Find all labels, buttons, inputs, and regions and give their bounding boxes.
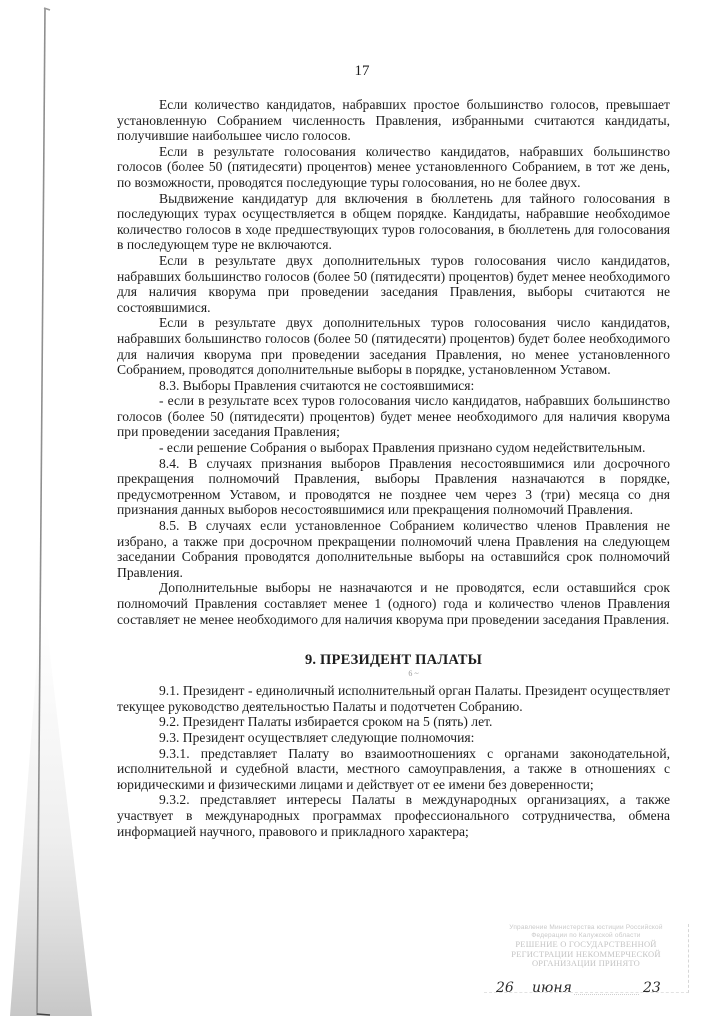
paragraph: Если в результате двух дополнительных туров голосования число кандидатов, набравших большинство голосов (более 50 (пятидесяти) процентов) будет более необходимого для наличия кворума при проведении заседания Правления, но менее установленного Собранием, проводятся дополнительные выборы в порядке, установленном Уставом.	[117, 315, 670, 378]
stamp-line: РЕШЕНИЕ О ГОСУДАРСТВЕННОЙ	[515, 939, 657, 949]
paragraph-list-item: - если решение Собрания о выборах Правления признано судом недействительным.	[159, 440, 646, 456]
paragraph-clause-8-5: 8.5. В случаях если установленное Собранием количество членов Правления не избрано, а также при досрочном прекращении полномочий члена Правления на следующем заседании Собрания проводятся дополнительные выборы на оставшийся срок полномочий Правления.	[117, 518, 670, 580]
paragraph-list-item: - если в результате всех туров голосования число кандидатов, набравших большинство голосов (более 50 (пятидесяти) процентов) будет менее необходимого для наличия кворума при проведении заседания Правления;	[117, 393, 670, 440]
stamp-line: Управление Министерства юстиции Российской	[509, 924, 663, 931]
stamp-line: Федерации по Калужской области	[531, 932, 641, 939]
paragraph: Если количество кандидатов, набравших простое большинство голосов, превышает установленную Собранием численность Правления, избранными считаются кандидаты, получившие наибольшее число голосов.	[117, 97, 670, 144]
stamp-month: июня	[532, 980, 572, 996]
paragraph-clause-9-3-2: 9.3.2. представляет интересы Палаты в международных организациях, а также участвует в международных программах профессионального сотрудничества, обмена информацией научного, правового и прикладного характера;	[117, 792, 670, 839]
stamp-underline	[574, 994, 639, 995]
page-number: 17	[354, 63, 370, 79]
document-body	[117, 97, 670, 839]
scan-mark: 6 ~	[408, 669, 419, 679]
paragraph-clause-9-1: 9.1. Президент - единоличный исполнительный орган Палаты. Президент осуществляет текущее руководство деятельностью Палаты и подотчетен Собранию.	[117, 683, 670, 714]
paragraph-clause-9-3-1: 9.3.1. представляет Палату во взаимоотношениях с органами законодательной, исполнительной и судебной власти, местного самоуправления, а также в отношениях с юридическими и физическими лицами и действует от ее имени без доверенности;	[117, 745, 670, 792]
paragraph-clause-9-3: 9.3. Президент осуществляет следующие полномочия:	[159, 729, 475, 745]
paragraph-clause-9-2: 9.2. Президент Палаты избирается сроком на 5 (пять) лет.	[159, 714, 493, 730]
stamp-line: ОРГАНИЗАЦИИ ПРИНЯТО	[531, 958, 641, 968]
paragraph: Выдвижение кандидатур для включения в бюллетень для тайного голосования в последующих турах осуществляется в общем порядке. Кандидаты, набравшие необходимое количество голосов в ходе предшествующих туров голосования, в бюллетень для голосования в последующем туре не включаются.	[117, 190, 670, 253]
stamp-handwritten-date	[496, 980, 686, 998]
section-heading: 9. ПРЕЗИДЕНТ ПАЛАТЫ	[304, 652, 483, 669]
paragraph: Если в результате голосования количество кандидатов, набравших большинство голосов (более 50 (пятидесяти) процентов) менее установленного Собранием, в тот же день, по возможности, проводятся последующие туры голосования, но не более двух.	[117, 143, 670, 190]
stamp-line: РЕГИСТРАЦИИ НЕКОММЕРЧЕСКОЙ	[511, 948, 661, 959]
stamp-year: 23	[643, 980, 661, 996]
paragraph-clause-8-4: 8.4. В случаях признания выборов Правления несостоявшимися или досрочного прекращения полномочий Правления, выборы Правления назначаются в порядке, предусмотренном Уставом, и проводятся не позднее чем через 3 (три) месяца со дня признания данных выборов несостоявшимися или прекращения полномочий Правления.	[117, 455, 670, 518]
stamp-day: 26	[496, 980, 514, 996]
paragraph-clause-8-3: 8.3. Выборы Правления считаются не состоявшимися:	[159, 377, 475, 393]
paragraph: Если в результате двух дополнительных туров голосования число кандидатов, набравших большинство голосов (более 50 (пятидесяти) процентов) будет менее необходимого для наличия кворума при проведении заседания Правления, выборы считаются не состоявшимися.	[117, 252, 670, 315]
paragraph: Дополнительные выборы не назначаются и не проводятся, если оставшийся срок полномочий Правления составляет менее 1 (одного) года и количество членов Правления составляет не менее необходимого для наличия кворума при проведении заседания Правления.	[117, 580, 670, 627]
